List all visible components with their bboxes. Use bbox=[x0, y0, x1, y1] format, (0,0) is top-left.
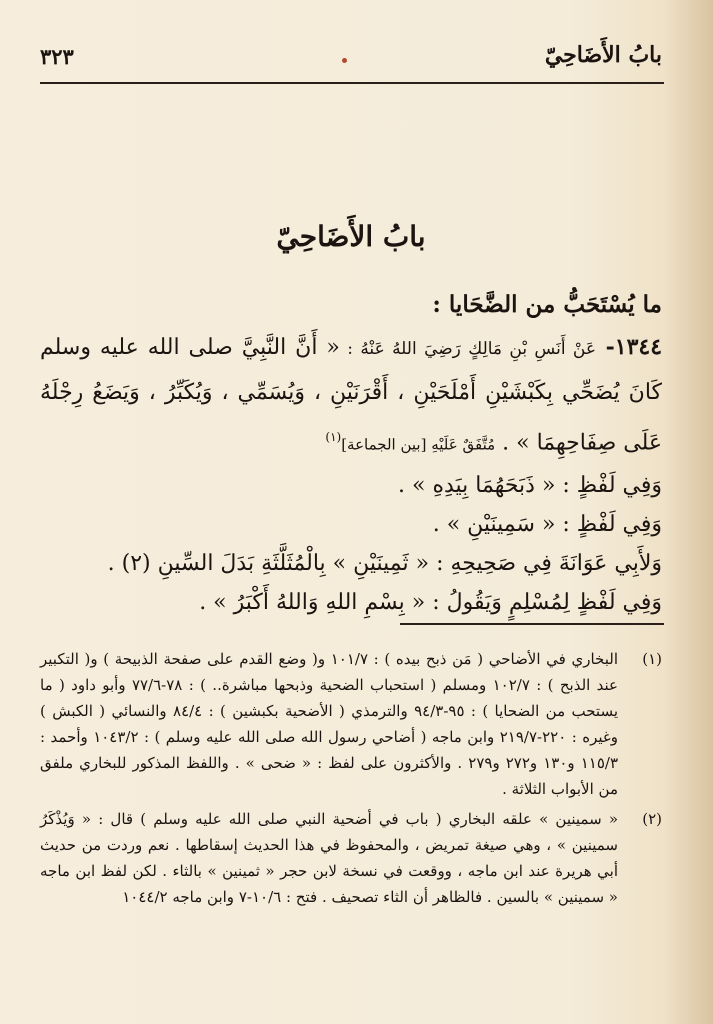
footnote-number: (٢) bbox=[642, 810, 662, 828]
footnote-text: « سمينين » علقه البخاري ( باب في أضحية النبي صلى الله عليه وسلم ) قال : « وَيُذْكَرُ سمينين » ، وهي صيغة تمريض ، والمحفوظ في هذا الحديث إسقاطها . نعم وردت من حديث أبي هريرة عند ابن ماجه ، ووقعت في نسخة لابن حجر « ثمينين » بالثاء . لكن لفظ ابن ماجه « سمينين » بالسين . فالظاهر أن الثاء تصحيف . فتح : ١٠/٦-٧ وابن ماجه ١٠٤٤/٢ bbox=[40, 810, 618, 906]
chapter-title: بابُ الأَضَاحِيّ bbox=[276, 220, 426, 253]
variant-line: وَلأَبِي عَوَانَةَ فِي صَحِيحِهِ : « ثَمِينَيْنِ » بِالْمُثَلَّثَةِ بَدَلَ السِّينِ (٢) . bbox=[107, 551, 662, 577]
footnote bbox=[40, 646, 662, 802]
hadith-matn: « أَنَّ النَّبِيَّ صلى الله عليه وسلم كَانَ يُضَحِّي بِكَبْشَيْنِ أَمْلَحَيْنِ ، أَقْرَنَيْنِ ، وَيُسَمِّي ، وَيُكَبِّرُ ، وَيَضَعُ رِجْلَهُ عَلَى صِفَاحِهِمَا » . bbox=[40, 335, 662, 456]
main-text bbox=[40, 285, 662, 622]
page-header bbox=[40, 42, 662, 82]
variant-line: وَفِي لَفْظٍ : « ذَبَحَهُمَا بِيَدِهِ » . bbox=[398, 473, 662, 499]
page-number: ٣٢٣ bbox=[40, 44, 74, 69]
variant-line: وَفِي لَفْظٍ لِمُسْلِمٍ وَيَقُولُ : « بِسْمِ اللهِ وَاللهُ أَكْبَرُ » . bbox=[199, 590, 662, 616]
variant-line: وَفِي لَفْظٍ : « سَمِينَيْنِ » . bbox=[432, 512, 662, 538]
hadith-isnad: عَنْ أَنَسِ بْنِ مَالِكٍ رَضِيَ اللهُ عَنْهُ : bbox=[339, 339, 596, 359]
running-title: بابُ الأَضَاحِيّ bbox=[544, 42, 662, 68]
header-rule bbox=[40, 82, 664, 84]
footnote-text: البخاري في الأضاحي ( مَن ذبح بيده ) : ١٠١/٧ و( وضع القدم على صفحة الذبيحة ) و( التكبير عند الذبح ) : ١٠٢/٧ ومسلم ( استحباب الضحية وذبحها مباشرة.. ) : ٧٨-٧٧/٦ وأبو داود ( ما يستحب من الضحايا ) : ٩٥-٩٤/٣ والترمذي ( الأضحية بكبشين ) : ٨٤/٤ والنسائي ( الكبش ) وغيره : ٢٢٠-٢١٩/٧ وابن ماجه ( أضاحي رسول الله صلى الله عليه وسلم ) : ١٠٤٣/٢ وأحمد : ١١٥/٣ و١٣٠ و٢٧٢ و٢٧٩ . والأكثرون على لفظ : « ضحى » . واللفظ المذكور للبخاري ملفق من الأبواب الثلاثة . bbox=[40, 650, 619, 798]
footnote-rule bbox=[400, 623, 664, 625]
section-heading: ما يُسْتَحَبُّ من الضَّحَايا : bbox=[432, 291, 662, 318]
footnote bbox=[40, 806, 662, 910]
hadith-source: مُتَّفَقٌ عَلَيْهِ [بين الجماعة] bbox=[341, 435, 496, 454]
hadith-number: ١٣٤٤- bbox=[596, 334, 663, 360]
footnote-marker: (١) bbox=[325, 430, 342, 444]
hadith-text bbox=[40, 325, 662, 466]
header-ornament-dot bbox=[342, 58, 347, 63]
footnotes bbox=[40, 646, 662, 914]
footnote-number: (١) bbox=[642, 650, 662, 668]
